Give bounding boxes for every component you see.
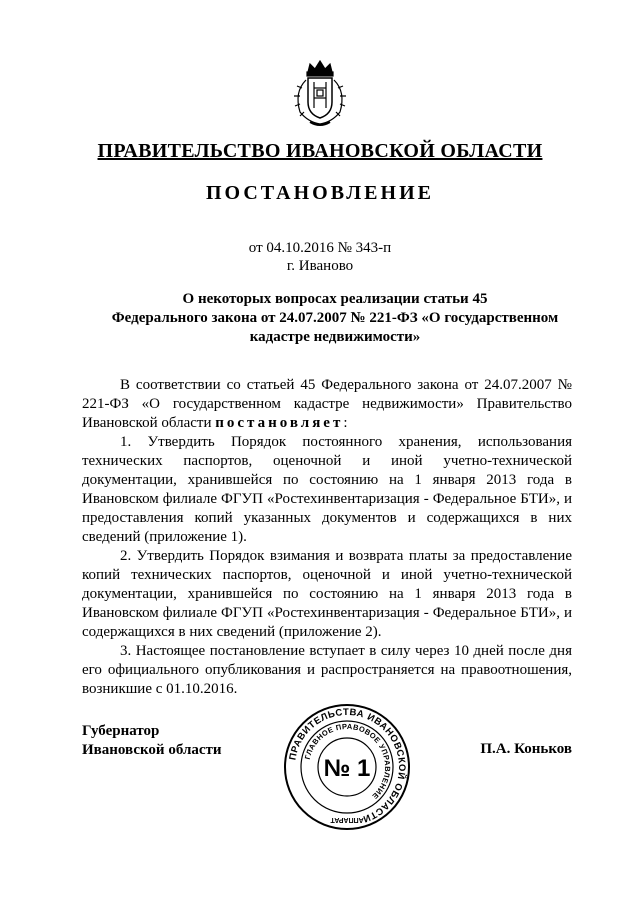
official-seal-stamp bbox=[282, 702, 412, 832]
ivanovo-coat-of-arms-icon bbox=[288, 58, 352, 130]
signer-position-line: Губернатор bbox=[82, 723, 160, 739]
item-paragraph-2: 2. Утвердить Порядок взимания и возврата платы за предоставление копий технических паспортов, оценочной и иной учетно-технической документации, хранившейся по состоянию на 1 января 2013 года в Ивановском филиале ФГУП «Ростехинвентаризация - Федеральное БТИ», и содержащихся в них сведений (приложение 2). bbox=[82, 548, 572, 640]
date-and-number: от 04.10.2016 № 343-п bbox=[248, 240, 392, 256]
item-paragraph-1: 1. Утвердить Порядок постоянного хранения, использования технических паспортов, оценочной и иной учетно-технической документации, хранившейся по состоянию на 1 января 2013 года в Ивановском филиале ФГУП «Ростехинвентаризация - Федеральное БТИ», и предоставления копий указанных документов и содержащихся в них сведений (приложение 1). bbox=[82, 434, 572, 545]
subject-line: О некоторых вопросах реализации статьи 45 bbox=[182, 291, 488, 307]
resolution-keyword: постановляет bbox=[215, 415, 344, 431]
seal-top-text: АППАРАТ bbox=[330, 816, 364, 823]
city-name: г. Иваново bbox=[286, 258, 354, 274]
document-type-heading: ПОСТАНОВЛЕНИЕ bbox=[206, 182, 434, 204]
intro-text: В соответствии со статьей 45 Федерального закона от 24.07.2007 № 221-ФЗ «О государственном кадастре недвижимости» Правительство Ивановской области bbox=[82, 377, 572, 431]
signer-position bbox=[82, 722, 222, 760]
signer-name: П.А. Коньков bbox=[480, 741, 572, 757]
intro-colon: : bbox=[343, 415, 348, 431]
document-body bbox=[82, 376, 572, 699]
intro-paragraph bbox=[82, 376, 572, 433]
government-title: ПРАВИТЕЛЬСТВО ИВАНОВСКОЙ ОБЛАСТИ bbox=[97, 140, 543, 162]
document-subject bbox=[96, 290, 574, 347]
subject-line: Федерального закона от 24.07.2007 № 221-ФЗ «О государственном bbox=[111, 310, 559, 326]
item-paragraph-3: 3. Настоящее постановление вступает в силу через 10 дней после дня его официального опубликования и распространяется на правоотношения, возникшие с 01.10.2016. bbox=[82, 643, 572, 697]
seal-inner-text: ГЛАВНОЕ ПРАВОВОЕ УПРАВЛЕНИЕ bbox=[302, 721, 393, 802]
seal-outer-text: ПРАВИТЕЛЬСТВА ИВАНОВСКОЙ ОБЛАСТИ bbox=[287, 706, 408, 825]
signer-position-line: Ивановской области bbox=[82, 742, 222, 758]
seal-number: № 1 bbox=[323, 755, 371, 782]
subject-line: кадастре недвижимости» bbox=[249, 329, 421, 345]
